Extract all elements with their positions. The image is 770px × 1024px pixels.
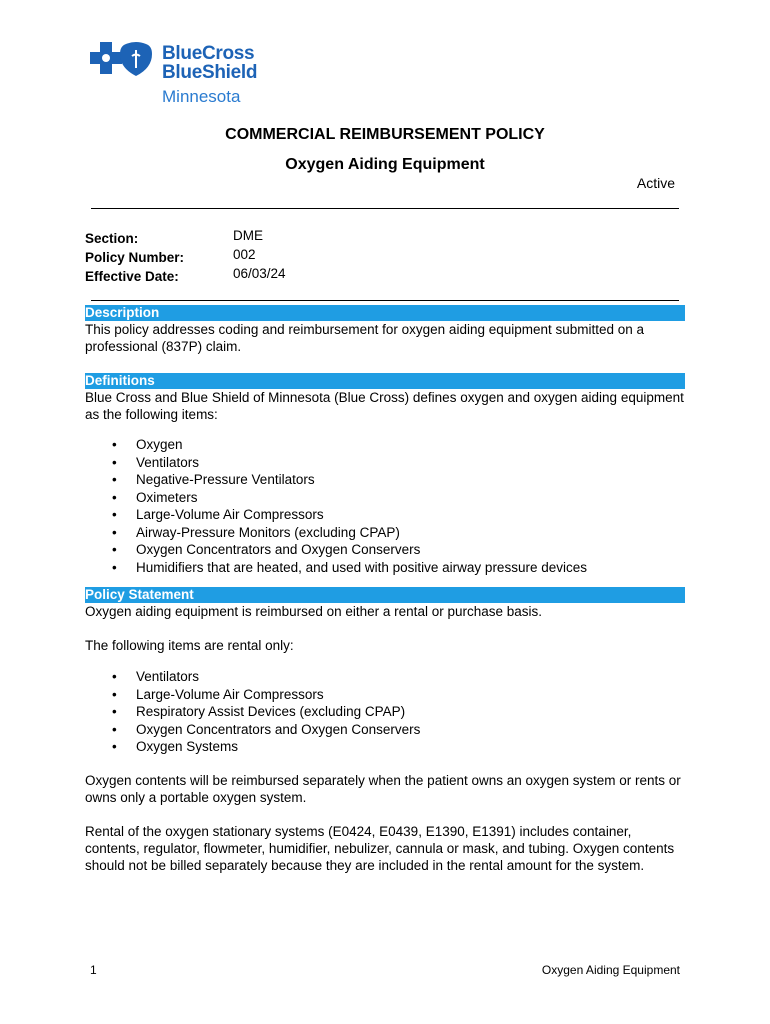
company-logo — [88, 40, 288, 110]
section-definitions — [85, 373, 685, 576]
meta-row-effective-date — [85, 266, 485, 285]
meta-value: 002 — [233, 247, 256, 262]
meta-value: DME — [233, 228, 263, 243]
list-item: • Humidifiers that are heated, and used with positive airway pressure devices — [85, 559, 685, 577]
list-item: • Oxygen Concentrators and Oxygen Conservers — [85, 541, 685, 559]
divider-top — [91, 208, 679, 209]
list-item: • Airway-Pressure Monitors (excluding CPAP) — [85, 524, 685, 542]
section-heading: Policy Statement — [85, 587, 685, 603]
logo-text-bluecross: BlueCross — [162, 43, 255, 64]
list-item: • Ventilators — [85, 454, 685, 472]
page-number: 1 — [90, 963, 97, 977]
meta-row-policy-number — [85, 247, 485, 266]
list-item: • Large-Volume Air Compressors — [85, 686, 685, 704]
policy-meta — [85, 228, 485, 285]
list-item: • Respiratory Assist Devices (excluding CPAP) — [85, 703, 685, 721]
meta-label: Section: — [85, 231, 139, 246]
meta-label: Policy Number: — [85, 250, 185, 265]
divider-meta — [91, 300, 679, 301]
list-item: • Oxygen Concentrators and Oxygen Conservers — [85, 721, 685, 739]
document-subtitle: Oxygen Aiding Equipment — [285, 156, 485, 173]
meta-value: 06/03/24 — [233, 266, 286, 281]
paragraph: Oxygen aiding equipment is reimbursed on either a rental or purchase basis. — [85, 604, 543, 619]
definitions-list — [85, 436, 685, 576]
paragraph: This policy addresses coding and reimbursement for oxygen aiding equipment submitted on a professional (837P) claim. — [85, 322, 645, 354]
section-heading: Description — [85, 305, 685, 321]
list-item: • Oxygen Systems — [85, 738, 685, 756]
logo-text-blueshield: BlueShield — [162, 62, 258, 83]
logo-text-minnesota: Minnesota — [162, 87, 241, 106]
meta-label: Effective Date: — [85, 269, 179, 284]
list-item: • Negative-Pressure Ventilators — [85, 471, 685, 489]
meta-row-section — [85, 228, 485, 247]
policy-status: Active — [636, 175, 675, 191]
rental-only-list — [85, 668, 685, 756]
list-item: • Oximeters — [85, 489, 685, 507]
paragraph: Rental of the oxygen stationary systems (E0424, E0439, E1390, E1391) includes container, contents, regulator, flowmeter, humidifier, nebulizer, cannula or mask, and tubing. Oxygen contents should not be billed separately because they are included in the rental amount for the system. — [85, 823, 675, 873]
paragraph: Blue Cross and Blue Shield of Minnesota (Blue Cross) defines oxygen and oxygen aiding equipment as the following items: — [85, 390, 684, 422]
cross-shield-logo-icon — [88, 40, 160, 80]
section-policy-statement — [85, 587, 685, 874]
section-heading: Definitions — [85, 373, 685, 389]
document-title: COMMERCIAL REIMBURSEMENT POLICY — [225, 126, 545, 143]
list-item: • Oxygen — [85, 436, 685, 454]
paragraph: The following items are rental only: — [85, 638, 294, 653]
paragraph: Oxygen contents will be reimbursed separately when the patient owns an oxygen system or rents or owns only a portable oxygen system. — [85, 772, 681, 805]
list-item: • Large-Volume Air Compressors — [85, 506, 685, 524]
section-description — [85, 305, 685, 355]
list-item: • Ventilators — [85, 668, 685, 686]
footer-title: Oxygen Aiding Equipment — [541, 963, 680, 977]
